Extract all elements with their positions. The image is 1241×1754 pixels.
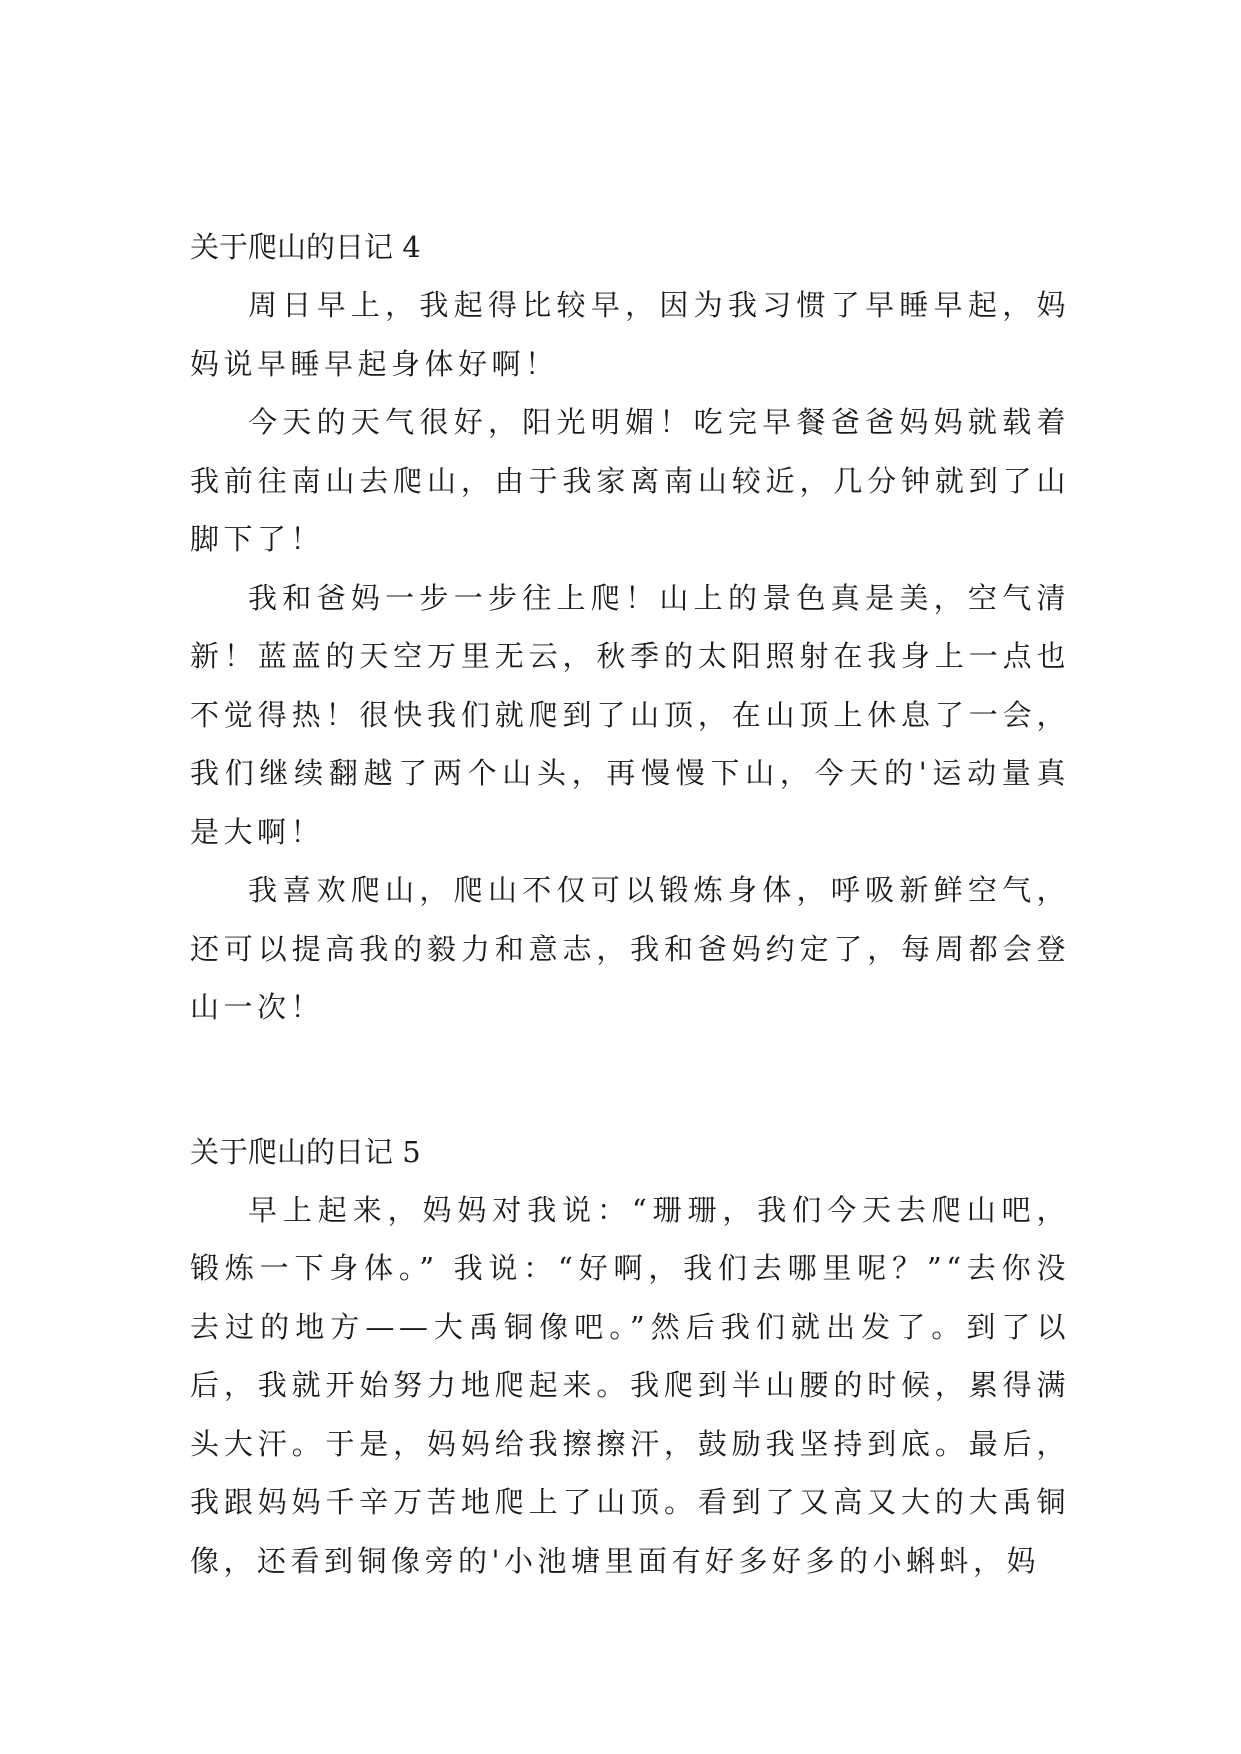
entry-title: 关于爬山的日记 4: [190, 230, 421, 264]
paragraph: 周日早上，我起得比较早，因为我习惯了早睡早起，妈妈说早睡早起身体好啊！: [190, 288, 1070, 381]
paragraph: 我和爸妈一步一步往上爬！山上的景色真是美，空气清新！蓝蓝的天空万里无云，秋季的太阳照射在我身上一点也不觉得热！很快我们就爬到了山顶，在山顶上休息了一会，我们继续翻越了两个山头，再慢慢下山，今天的'运动量真是大啊！: [190, 580, 1070, 849]
paragraph: 今天的天气很好，阳光明媚！吃完早餐爸爸妈妈就载着我前往南山去爬山，由于我家离南山较近，几分钟就到了山脚下了！: [190, 405, 1070, 556]
section-spacer: [190, 1037, 1070, 1123]
document-body: [190, 218, 1070, 1590]
diary-entry-4: [190, 218, 1070, 1037]
entry-title: 关于爬山的日记 5: [190, 1134, 421, 1169]
paragraph: 早上起来，妈妈对我说：“珊珊，我们今天去爬山吧，锻炼一下身体。” 我说：“好啊，我们去哪里呢？”“去你没去过的地方——大禹铜像吧。”然后我们就出发了。到了以后，我就开始努力地爬起来。我爬到半山腰的时候，累得满头大汗。于是，妈妈给我擦擦汗，鼓励我坚持到底。最后，我跟妈妈千辛万苦地爬上了山顶。看到了又高又大的大禹铜像，还看到铜像旁的'小池塘里面有好多好多的小蝌蚪，妈: [190, 1192, 1070, 1578]
diary-entry-5: [190, 1123, 1070, 1591]
paragraph: 我喜欢爬山，爬山不仅可以锻炼身体，呼吸新鲜空气，还可以提高我的毅力和意志，我和爸妈约定了，每周都会登山一次！: [190, 873, 1070, 1024]
